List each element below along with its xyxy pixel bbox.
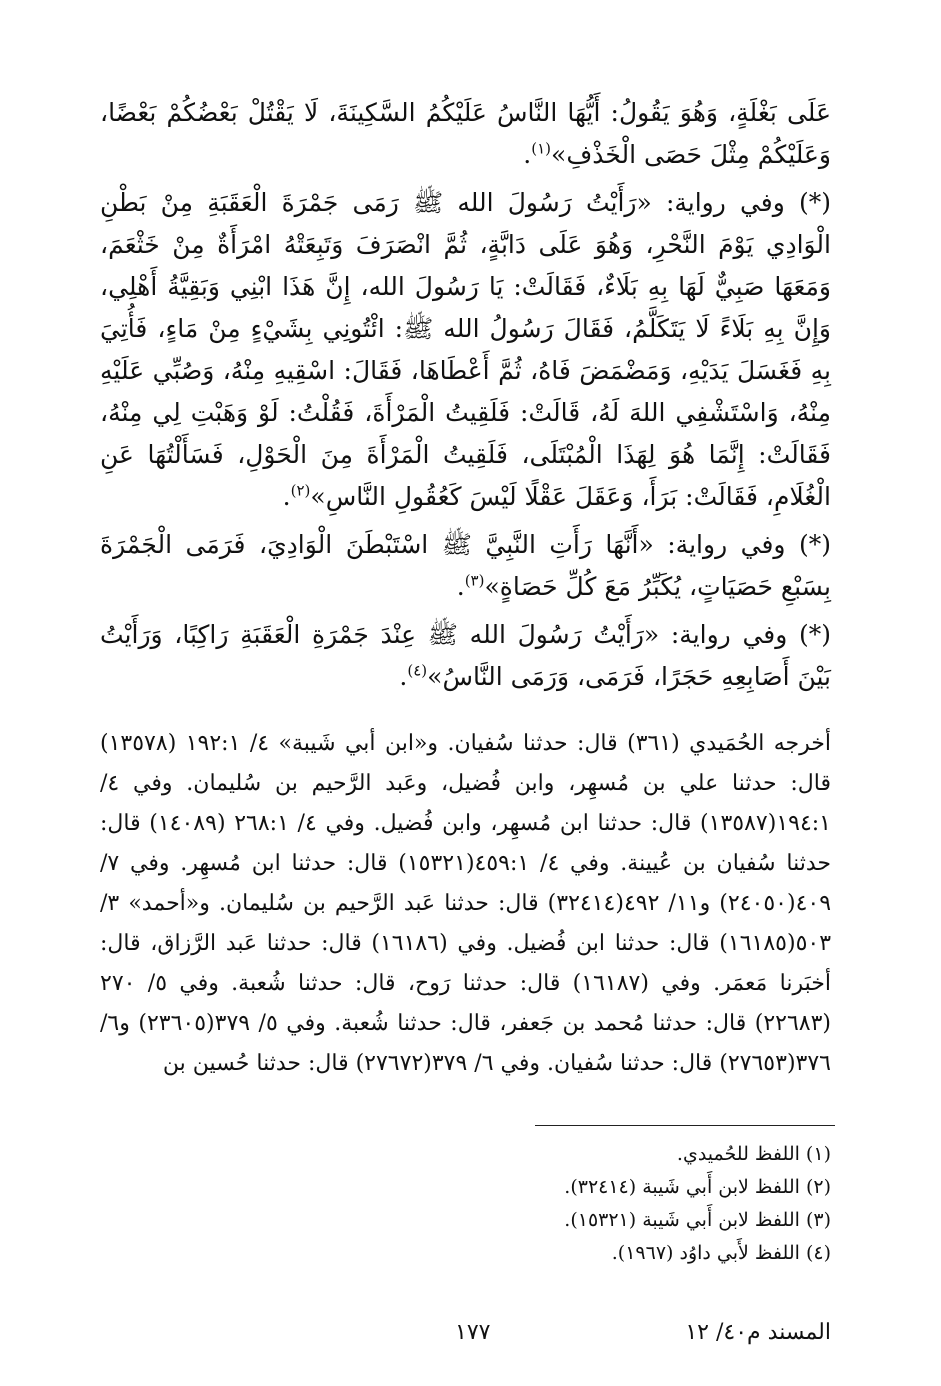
- footnote-1: (١) اللفظ للحُميدي.: [676, 1143, 831, 1165]
- footnote-separator: [535, 1125, 835, 1126]
- volume-signature: المسند م٤٠/ ١٢: [685, 1320, 831, 1345]
- page-footer: [100, 1320, 841, 1360]
- footnote-ref-1: (١): [531, 139, 552, 158]
- footnote-ref-4: (٤): [407, 661, 428, 680]
- paragraph-2: (*) وفي رواية: «رَأَيْتُ رَسُولَ الله ﷺ رَمَى جَمْرَةَ الْعَقَبَةِ مِنْ بَطْنِ الْوَادِي يَوْمَ النَّحْرِ، وَهُوَ عَلَى دَابَّةٍ، ثُمَّ انْصَرَفَ وَتَبِعَتْهُ امْرَأَةٌ مِنْ خَثْعَمَ، وَمَعَهَا صَبِيٌّ لَهَا بِهِ بَلَاءٌ، فَقَالَتْ: يَا رَسُولَ الله، إِنَّ هَذَا ابْنِي وَبَقِيَّةُ أَهْلِي، وَإِنَّ بِهِ بَلَاءً لَا يَتَكَلَّمُ، فَقَالَ رَسُولُ الله ﷺ: ائْتُونِي بِشَيْءٍ مِنْ مَاءٍ، فَأُتِيَ بِهِ فَغَسَلَ يَدَيْهِ، وَمَضْمَضَ فَاهُ، ثُمَّ أَعْطَاهَا، فَقَالَ: اسْقِيهِ مِنْهُ، وَصُبِّي عَلَيْهِ مِنْهُ، وَاسْتَشْفِي اللهَ لَهُ، قَالَتْ: فَلَقِيتُ الْمَرْأَةَ، فَقُلْتُ: لَوْ وَهَبْتِ لِي مِنْهُ، فَقَالَتْ: إِنَّمَا هُوَ لِهَذَا الْمُبْتَلَى، فَلَقِيتُ الْمَرْأَةَ مِنَ الْحَوْلِ، فَسَأَلْتُهَا عَنِ الْغُلَامِ، فَقَالَتْ: بَرَأَ، وَعَقَلَ عَقْلًا لَيْسَ كَعُقُولِ النَّاسِ»$^{(٢)}$.: [100, 188, 831, 511]
- footnote-3: (٣) اللفظ لابن أَبي شَيبة (١٥٣٢١).: [564, 1209, 831, 1231]
- footnotes: [300, 1138, 831, 1270]
- paragraph-1: عَلَى بَغْلَةٍ، وَهُوَ يَقُولُ: أَيُّهَا النَّاسُ عَلَيْكُمُ السَّكِينَةَ، لَا يَقْتُلْ بَعْضُكُمْ بَعْضًا، وَعَلَيْكُمْ مِثْلَ حَصَى الْخَذْفِ»$^{(١)}$.: [100, 98, 831, 169]
- paragraph-1-text: عَلَى بَغْلَةٍ، وَهُوَ يَقُولُ: أَيُّهَا النَّاسُ عَلَيْكُمُ السَّكِينَةَ، لَا يَقْتُلْ بَعْضُكُمْ بَعْضًا، وَعَلَيْكُمْ مِثْلَ حَصَى الْخَذْفِ»: [100, 98, 831, 169]
- footnote-ref-2: (٢): [290, 481, 311, 500]
- hadith-text: [100, 92, 831, 704]
- paragraph-4: (*) وفي رواية: «رَأَيْتُ رَسُولَ الله ﷺ عِنْدَ جَمْرَةِ الْعَقَبَةِ رَاكِبًا، وَرَأَيْتُ بَيْنَ أَصَابِعِهِ حَجَرًا، فَرَمَى، وَرَمَى النَّاسُ»$^{(٤)}$.: [100, 620, 831, 691]
- page-number: ١٧٧: [455, 1320, 491, 1345]
- paragraph-3-text: (*) وفي رواية: «أَنَّهَا رَأَتِ النَّبِيَّ ﷺ اسْتَبْطَنَ الْوَادِيَ، فَرَمَى الْجَمْرَةَ بِسَبْعِ حَصَيَاتٍ، يُكَبِّرُ مَعَ كُلِّ حَصَاةٍ»: [100, 530, 831, 601]
- paragraph-4-text: (*) وفي رواية: «رَأَيْتُ رَسُولَ الله ﷺ عِنْدَ جَمْرَةِ الْعَقَبَةِ رَاكِبًا، وَرَأَيْتُ بَيْنَ أَصَابِعِهِ حَجَرًا، فَرَمَى، وَرَمَى النَّاسُ»: [100, 620, 831, 691]
- paragraph-2-text: (*) وفي رواية: «رَأَيْتُ رَسُولَ الله ﷺ رَمَى جَمْرَةَ الْعَقَبَةِ مِنْ بَطْنِ الْوَادِي يَوْمَ النَّحْرِ، وَهُوَ عَلَى دَابَّةٍ، ثُمَّ انْصَرَفَ وَتَبِعَتْهُ امْرَأَةٌ مِنْ خَثْعَمَ، وَمَعَهَا صَبِيٌّ لَهَا بِهِ بَلَاءٌ، فَقَالَتْ: يَا رَسُولَ الله، إِنَّ هَذَا ابْنِي وَبَقِيَّةُ أَهْلِي، وَإِنَّ بِهِ بَلَاءً لَا يَتَكَلَّمُ، فَقَالَ رَسُولُ الله ﷺ: ائْتُونِي بِشَيْءٍ مِنْ مَاءٍ، فَأُتِيَ بِهِ فَغَسَلَ يَدَيْهِ، وَمَضْمَضَ فَاهُ، ثُمَّ أَعْطَاهَا، فَقَالَ: اسْقِيهِ مِنْهُ، وَصُبِّي عَلَيْهِ مِنْهُ، وَاسْتَشْفِي اللهَ لَهُ، قَالَتْ: فَلَقِيتُ الْمَرْأَةَ، فَقُلْتُ: لَوْ وَهَبْتِ لِي مِنْهُ، فَقَالَتْ: إِنَّمَا هُوَ لِهَذَا الْمُبْتَلَى، فَلَقِيتُ الْمَرْأَةَ مِنَ الْحَوْلِ، فَسَأَلْتُهَا عَنِ الْغُلَامِ، فَقَالَتْ: بَرَأَ، وَعَقَلَ عَقْلًا لَيْسَ كَعُقُولِ النَّاسِ»: [100, 188, 831, 511]
- footnote-2: (٢) اللفظ لابن أَبي شَيبة (٣٢٤١٤).: [564, 1176, 831, 1198]
- footnote-ref-3: (٣): [464, 571, 485, 590]
- paragraph-3: (*) وفي رواية: «أَنَّهَا رَأَتِ النَّبِيَّ ﷺ اسْتَبْطَنَ الْوَادِيَ، فَرَمَى الْجَمْرَةَ بِسَبْعِ حَصَيَاتٍ، يُكَبِّرُ مَعَ كُلِّ حَصَاةٍ»$^{(٣)}$.: [100, 530, 831, 601]
- footnote-4: (٤) اللفظ لأَبي داوُد (١٩٦٧).: [611, 1242, 831, 1264]
- takhrij-text: أخرجه الحُمَيدي (٣٦١) قال: حدثنا سُفيان. و«ابن أبي شَيبة» ٤/ ١٩٢:١ (١٣٥٧٨) قال: حدثنا علي بن مُسهِر، وابن فُضيل، وعَبد الرَّحيم بن سُليمان. وفي ٤/ ١٩٤:١(١٣٥٨٧) قال: حدثنا ابن مُسهِر، وابن فُضيل. وفي ٤/ ٢٦٨:١ (١٤٠٨٩) قال: حدثنا سُفيان بن عُيينة. وفي ٤/ ٤٥٩:١(١٥٣٢١) قال: حدثنا ابن مُسهِر. وفي ٧/ ٤٠٩(٢٤٠٥٠) و١١/ ٤٩٢(٣٢٤١٤) قال: حدثنا عَبد الرَّحيم بن سُليمان. و«أحمد» ٣/ ٥٠٣(١٦١٨٥) قال: حدثنا ابن فُضيل. وفي (١٦١٨٦) قال: حدثنا عَبد الرَّزاق، قال: أخبَرنا مَعمَر. وفي (١٦١٨٧) قال: حدثنا رَوح، قال: حدثنا شُعبة. وفي ٥/ ٢٧٠ (٢٢٦٨٣) قال: حدثنا مُحمد بن جَعفر، قال: حدثنا شُعبة. وفي ٥/ ٣٧٩(٢٣٦٠٥) و٦/ ٣٧٦(٢٧٦٥٣) قال: حدثنا سُفيان. وفي ٦/ ٣٧٩(٢٧٦٧٢) قال: حدثنا حُسين بن: [100, 731, 832, 1076]
